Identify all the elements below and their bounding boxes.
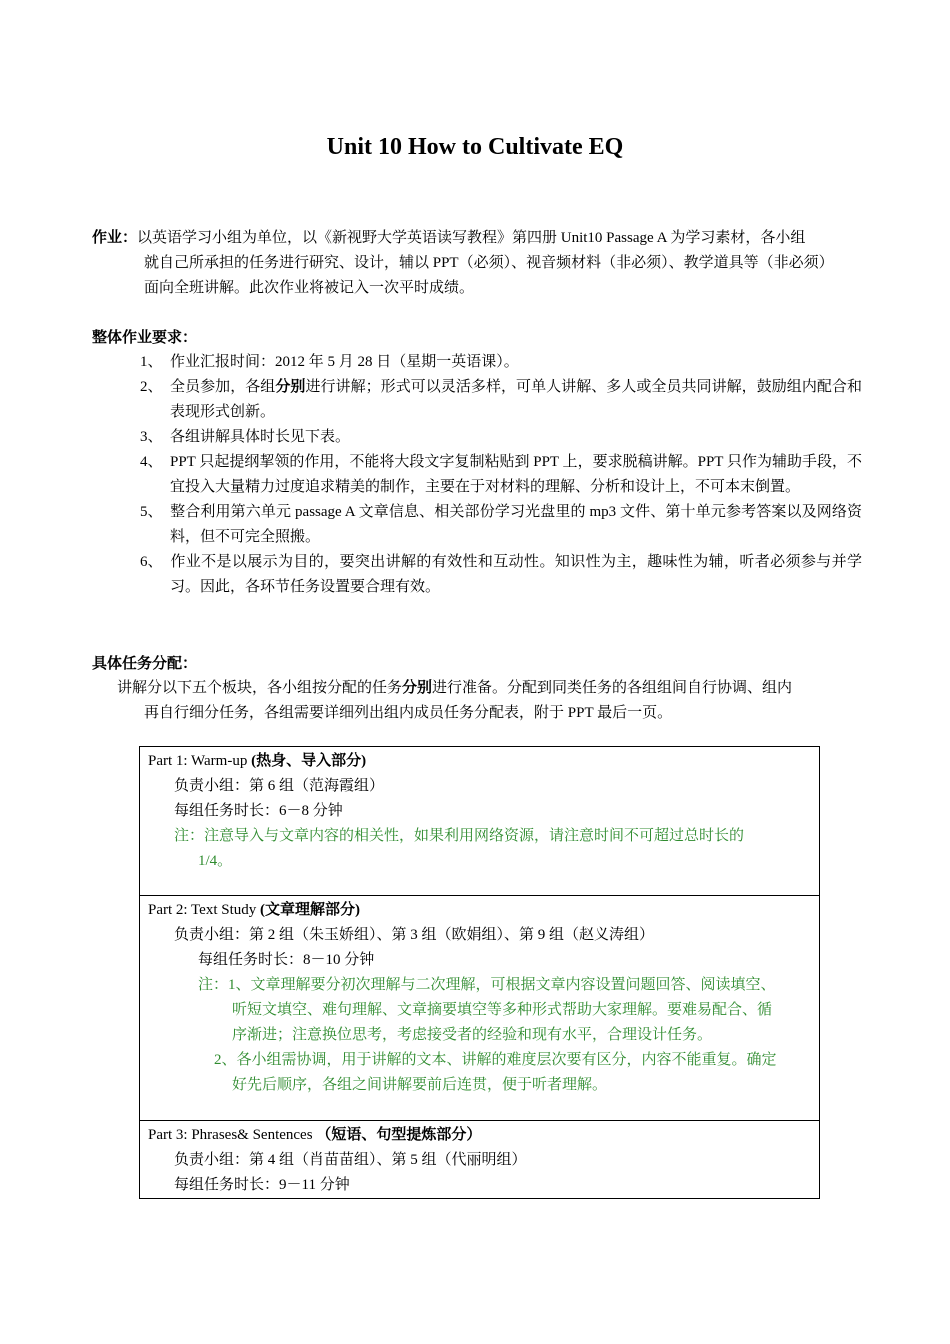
part-1-cell bbox=[140, 747, 819, 896]
overall-requirements-heading: 整体作业要求： bbox=[92, 330, 198, 346]
part-2-note-2: 2、各小组需协调，用于讲解的文本、讲解的难度层次要有区分，内容不能重复。确定 好先后顺序，各组之间讲解要前后连贯，便于听者理解。 bbox=[214, 1052, 777, 1093]
homework-line-2: 就自己所承担的任务进行研究、设计，辅以 PPT（必须）、视音频材料（非必须）、教学道具等（非必须） bbox=[144, 255, 834, 271]
part-2-cell bbox=[140, 896, 819, 1121]
part-1-time: 每组任务时长：6－8 分钟 bbox=[174, 803, 343, 819]
homework-label: 作业： bbox=[92, 230, 138, 246]
part-2-title: Part 2: Text Study (文章理解部分) bbox=[148, 902, 361, 918]
requirement-item: 2、 全员参加，各组分别进行讲解；形式可以灵活多样，可单人讲解、多人或全员共同讲解，鼓励组内配合和表现形式创新。 bbox=[140, 379, 862, 420]
part-3-cell bbox=[140, 1121, 819, 1198]
document-title: Unit 10 How to Cultivate EQ bbox=[326, 134, 624, 160]
part-3-time: 每组任务时长：9－11 分钟 bbox=[174, 1177, 350, 1193]
homework-paragraph bbox=[92, 226, 862, 301]
requirement-item: 3、 各组讲解具体时长见下表。 bbox=[140, 429, 351, 445]
task-table bbox=[139, 746, 820, 1199]
part-2-time: 每组任务时长：8－10 分钟 bbox=[198, 952, 375, 968]
part-2-note-1: 注：1、文章理解要分初次理解与二次理解，可根据文章内容设置问题回答、阅读填空、 听短文填空、难句理解、文章摘要填空等多种形式帮助大家理解。要难易配合、循 序渐进；注意换位思考，考虑接受者的经验和现有水平，合理设计任务。 bbox=[198, 977, 776, 1043]
part-2-groups: 负责小组：第 2 组（朱玉娇组）、第 3 组（欧娟组）、第 9 组（赵义涛组） bbox=[174, 927, 655, 943]
part-1-groups: 负责小组：第 6 组（范海霞组） bbox=[174, 778, 385, 794]
requirements-list bbox=[140, 350, 862, 600]
homework-line-3: 面向全班讲解。此次作业将被记入一次平时成绩。 bbox=[144, 280, 475, 296]
homework-line-1: 以英语学习小组为单位，以《新视野大学英语读写教程》第四册 Unit10 Passage A 为学习素材，各小组 bbox=[137, 230, 806, 246]
task-assignment-heading: 具体任务分配： bbox=[92, 656, 198, 672]
requirement-item: 5、 整合利用第六单元 passage A 文章信息、相关部份学习光盘里的 mp3 文件、第十单元参考答案以及网络资料，但不可完全照搬。 bbox=[140, 504, 862, 545]
part-3-groups: 负责小组：第 4 组（肖苗苗组）、第 5 组（代丽明组） bbox=[174, 1152, 527, 1168]
part-1-note: 注：注意导入与文章内容的相关性，如果利用网络资源，请注意时间不可超过总时长的 1/4。 bbox=[174, 828, 745, 869]
requirement-item: 1、 作业汇报时间：2012 年 5 月 28 日（星期一英语课）。 bbox=[140, 354, 519, 370]
requirement-item: 4、 PPT 只起提纲挈领的作用，不能将大段文字复制粘贴到 PPT 上，要求脱稿讲解。PPT 只作为辅助手段，不宜投入大量精力过度追求精美的制作，主要在于对材料的理解、分析和设计上，不可本末倒置。 bbox=[140, 454, 862, 495]
task-intro-paragraph: 讲解分以下五个板块，各小组按分配的任务分别进行准备。分配到同类任务的各组组间自行协调、组内 再自行细分任务，各组需要详细列出组内成员任务分配表，附于 PPT 最后一页。 bbox=[117, 680, 793, 721]
part-3-title: Part 3: Phrases& Sentences （短语、句型提炼部分） bbox=[148, 1127, 482, 1143]
part-1-title: Part 1: Warm-up (热身、导入部分) bbox=[148, 753, 367, 769]
requirement-item: 6、 作业不是以展示为目的，要突出讲解的有效性和互动性。知识性为主，趣味性为辅，听者必须参与并学习。因此，各环节任务设置要合理有效。 bbox=[140, 554, 862, 595]
